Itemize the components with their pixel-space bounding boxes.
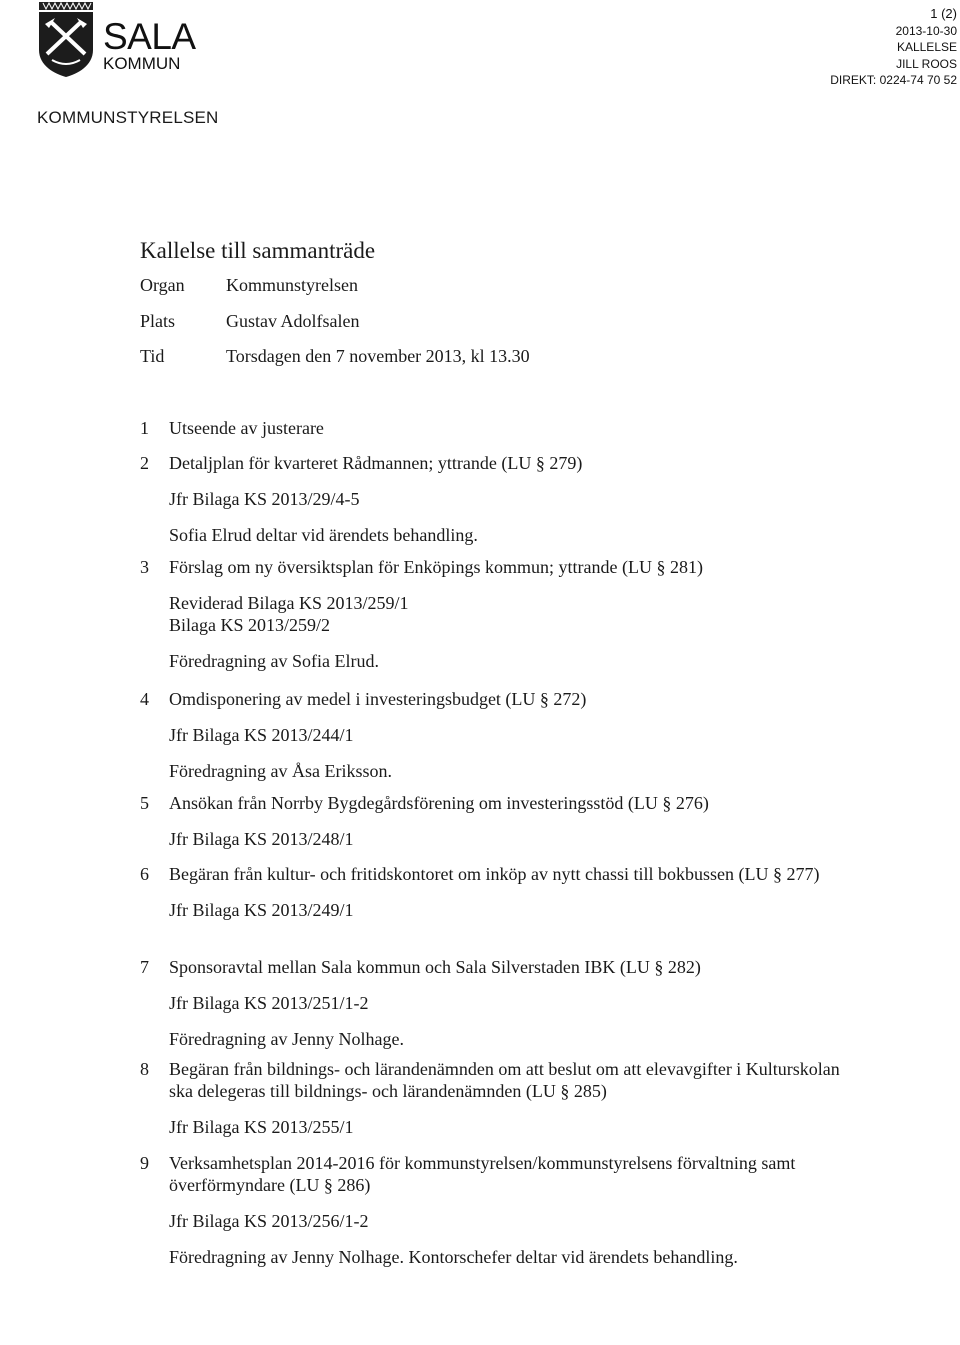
agenda-note: Sofia Elrud deltar vid ärendets behandling. (169, 525, 478, 545)
agenda-number: 1 (140, 418, 149, 438)
agenda-item-3 (140, 556, 860, 672)
coat-of-arms-icon (37, 2, 95, 78)
info-label: Tid (140, 346, 165, 366)
info-row-organ (140, 275, 358, 296)
agenda-attachment: Jfr Bilaga KS 2013/29/4-5 (169, 489, 360, 509)
agenda-attachment: Reviderad Bilaga KS 2013/259/1 (169, 593, 409, 613)
brand-name: SALA (103, 16, 196, 57)
agenda-note: Föredragning av Jenny Nolhage. Kontorschefer deltar vid ärendets behandling. (169, 1247, 738, 1267)
municipality-logo (37, 2, 237, 82)
brand-subtitle: KOMMUN (103, 54, 181, 73)
agenda-item-2 (140, 452, 860, 546)
agenda-attachment: Jfr Bilaga KS 2013/255/1 (169, 1117, 354, 1137)
page-title: Kallelse till sammanträde (140, 238, 376, 263)
agenda-note: Föredragning av Jenny Nolhage. (169, 1029, 404, 1049)
agenda-item-7 (140, 956, 860, 1050)
agenda-note: Föredragning av Åsa Eriksson. (169, 761, 392, 781)
agenda-number: 5 (140, 793, 149, 813)
agenda-title: Ansökan från Norrby Bygdegårdsförening om investeringsstöd (LU § 276) (169, 793, 709, 813)
agenda-number: 6 (140, 864, 149, 884)
info-label: Organ (140, 275, 185, 295)
agenda-number: 3 (140, 557, 149, 577)
agenda-item-4 (140, 688, 860, 782)
contact-name: JILL ROOS (896, 56, 957, 71)
agenda-number: 4 (140, 689, 149, 709)
agenda-title: Utseende av justerare (169, 418, 324, 438)
agenda-number: 7 (140, 957, 149, 977)
agenda-attachment: Bilaga KS 2013/259/2 (169, 615, 330, 635)
document-meta (830, 6, 957, 89)
info-label: Plats (140, 311, 176, 331)
document-date: 2013-10-30 (895, 23, 957, 38)
page-number: 1 (2) (930, 6, 957, 21)
info-value: Torsdagen den 7 november 2013, kl 13.30 (226, 346, 530, 366)
agenda-attachment: Jfr Bilaga KS 2013/248/1 (169, 829, 354, 849)
agenda-item-8 (140, 1058, 860, 1138)
agenda-item-1 (140, 417, 860, 439)
agenda-item-9 (140, 1152, 860, 1268)
agenda-title: Detaljplan för kvarteret Rådmannen; yttrande (LU § 279) (169, 453, 583, 473)
info-row-plats (140, 311, 359, 332)
agenda-title: Begäran från bildnings- och lärandenämnden om att beslut om att elevavgifter i Kulturskolan ska delegeras till bildnings- och lärandenämnden (LU § 285) (169, 1059, 840, 1101)
agenda-note: Föredragning av Sofia Elrud. (169, 651, 379, 671)
agenda-item-5 (140, 792, 860, 850)
org-unit: KOMMUNSTYRELSEN (37, 108, 219, 127)
agenda-attachment: Jfr Bilaga KS 2013/251/1-2 (169, 993, 369, 1013)
agenda-attachment: Jfr Bilaga KS 2013/249/1 (169, 900, 354, 920)
agenda-number: 9 (140, 1153, 149, 1173)
agenda-title: Sponsoravtal mellan Sala kommun och Sala Silverstaden IBK (LU § 282) (169, 957, 701, 977)
direct-phone: DIREKT: 0224-74 70 52 (830, 73, 957, 87)
agenda-number: 2 (140, 453, 149, 473)
agenda-item-6 (140, 863, 860, 921)
info-value: Gustav Adolfsalen (226, 311, 360, 331)
agenda-number: 8 (140, 1059, 149, 1079)
agenda-title: Verksamhetsplan 2014-2016 för kommunstyrelsen/kommunstyrelsens förvaltning samt överförmyndare (LU § 286) (169, 1153, 796, 1195)
info-value: Kommunstyrelsen (226, 275, 358, 295)
agenda-attachment: Jfr Bilaga KS 2013/244/1 (169, 725, 354, 745)
agenda-title: Begäran från kultur- och fritidskontoret om inköp av nytt chassi till bokbussen (LU § 277) (169, 864, 820, 884)
agenda-title: Förslag om ny översiktsplan för Enköpings kommun; yttrande (LU § 281) (169, 557, 703, 577)
info-row-tid (140, 346, 530, 367)
document-type: KALLELSE (896, 40, 957, 54)
agenda-title: Omdisponering av medel i investeringsbudget (LU § 272) (169, 689, 587, 709)
agenda-attachment: Jfr Bilaga KS 2013/256/1-2 (169, 1211, 369, 1231)
